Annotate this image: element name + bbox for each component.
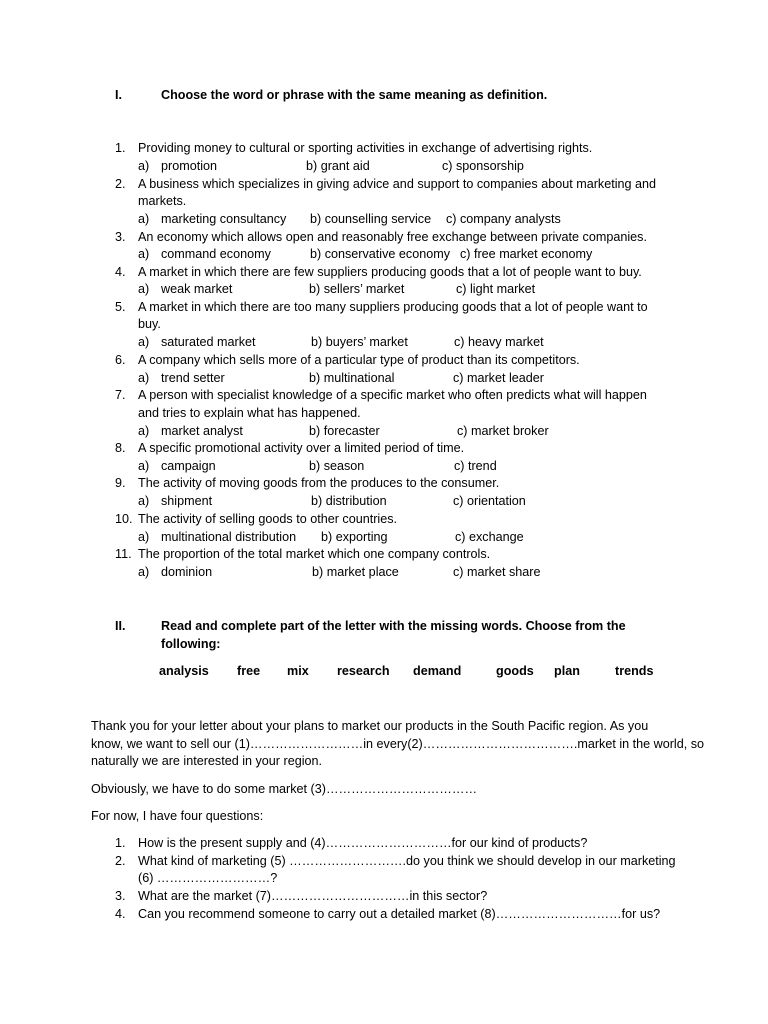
question-text: A business which specializes in giving advice and support to companies about marketing and (138, 177, 657, 191)
word-bank-item: demand (413, 664, 462, 678)
option-c: c) heavy market (454, 335, 544, 349)
option-letter-a: a) (138, 494, 150, 508)
letter-question-number: 3. (115, 889, 126, 903)
question-text: A company which sells more of a particular type of product than its competitors. (138, 353, 580, 367)
section2-heading: following: (161, 637, 221, 651)
question-text: A person with specialist knowledge of a specific market who often predicts what will happen (138, 388, 647, 402)
option-letter-a: a) (138, 212, 150, 226)
option-b: b) season (309, 459, 365, 473)
option-c: c) exchange (455, 530, 524, 544)
option-a: campaign (161, 459, 216, 473)
option-a: dominion (161, 565, 213, 579)
question-number: 2. (115, 177, 126, 191)
option-a: promotion (161, 159, 218, 173)
option-letter-a: a) (138, 247, 150, 261)
option-c: c) market broker (457, 424, 549, 438)
word-bank-item: trends (615, 664, 654, 678)
section1-numeral: I. (115, 88, 122, 102)
question-number: 5. (115, 300, 126, 314)
letter-question-text: (6) ………………………? (138, 871, 278, 885)
question-text: The activity of selling goods to other countries. (138, 512, 398, 526)
word-bank-item: analysis (159, 664, 209, 678)
option-letter-a: a) (138, 530, 150, 544)
letter-paragraph-line: naturally we are interested in your region. (91, 754, 323, 768)
option-letter-a: a) (138, 335, 150, 349)
option-b: b) forecaster (309, 424, 380, 438)
option-c: c) market share (453, 565, 541, 579)
option-b: b) counselling service (310, 212, 432, 226)
question-text: Providing money to cultural or sporting activities in exchange of advertising rights. (138, 141, 593, 155)
option-a: weak market (161, 282, 233, 296)
letter-question-text: How is the present supply and (4)…………………………for our kind of products? (138, 836, 588, 850)
question-text: A specific promotional activity over a limited period of time. (138, 441, 465, 455)
letter-question-number: 4. (115, 907, 126, 921)
option-c: c) market leader (453, 371, 544, 385)
section1-heading: Choose the word or phrase with the same meaning as definition. (161, 88, 548, 102)
option-letter-a: a) (138, 424, 150, 438)
question-text: The proportion of the total market which one company controls. (138, 547, 491, 561)
question-text: An economy which allows open and reasonably free exchange between private companies. (138, 230, 647, 244)
option-c: c) company analysts (446, 212, 561, 226)
option-b: b) sellers’ market (309, 282, 405, 296)
question-text: A market in which there are too many suppliers producing goods that a lot of people want to (138, 300, 648, 314)
option-c: c) light market (456, 282, 536, 296)
letter-paragraph-line: know, we want to sell our (1)………………………in every(2)……………………………….market in the world, so (91, 737, 705, 751)
option-b: b) exporting (321, 530, 388, 544)
option-a: multinational distribution (161, 530, 297, 544)
word-bank-item: goods (496, 664, 534, 678)
question-number: 8. (115, 441, 126, 455)
option-letter-a: a) (138, 459, 150, 473)
word-bank-item: mix (287, 664, 309, 678)
question-text: A market in which there are few suppliers producing goods that a lot of people want to buy. (138, 265, 642, 279)
question-number: 1. (115, 141, 126, 155)
question-number: 11. (115, 547, 132, 561)
option-b: b) grant aid (306, 159, 370, 173)
section2-heading: Read and complete part of the letter with the missing words. Choose from the (161, 619, 626, 633)
letter-question-number: 2. (115, 854, 126, 868)
option-c: c) free market economy (460, 247, 593, 261)
letter-paragraph-line: Thank you for your letter about your plans to market our products in the South Pacific region. As you (91, 719, 649, 733)
letter-question-text: What kind of marketing (5) ……………………….do you think we should develop in our marketing (138, 854, 676, 868)
option-b: b) buyers’ market (311, 335, 408, 349)
word-bank-item: plan (554, 664, 580, 678)
section2-numeral: II. (115, 619, 126, 633)
option-a: marketing consultancy (161, 212, 287, 226)
letter-question-number: 1. (115, 836, 126, 850)
option-a: command economy (161, 247, 271, 261)
option-letter-a: a) (138, 282, 150, 296)
letter-question-text: What are the market (7)……………………………in this sector? (138, 889, 488, 903)
option-a: shipment (161, 494, 213, 508)
option-c: c) sponsorship (442, 159, 524, 173)
option-letter-a: a) (138, 371, 150, 385)
question-text: buy. (138, 317, 161, 331)
letter-paragraph: For now, I have four questions: (91, 809, 264, 823)
question-number: 3. (115, 230, 126, 244)
question-number: 10. (115, 512, 133, 526)
option-b: b) conservative economy (310, 247, 450, 261)
letter-question-text: Can you recommend someone to carry out a detailed market (8)…………………………for us? (138, 907, 661, 921)
option-b: b) market place (312, 565, 399, 579)
option-a: saturated market (161, 335, 256, 349)
letter-paragraph: Obviously, we have to do some market (3)……………………………… (91, 782, 478, 796)
question-text: and tries to explain what has happened. (138, 406, 361, 420)
option-c: c) orientation (453, 494, 526, 508)
option-letter-a: a) (138, 159, 150, 173)
option-a: market analyst (161, 424, 243, 438)
question-number: 7. (115, 388, 126, 402)
option-c: c) trend (454, 459, 497, 473)
option-letter-a: a) (138, 565, 150, 579)
word-bank-item: research (337, 664, 390, 678)
word-bank-item: free (237, 664, 261, 678)
question-number: 6. (115, 353, 126, 367)
option-b: b) multinational (309, 371, 395, 385)
option-b: b) distribution (311, 494, 387, 508)
question-text: markets. (138, 194, 187, 208)
question-text: The activity of moving goods from the produces to the consumer. (138, 476, 500, 490)
question-number: 9. (115, 476, 126, 490)
question-number: 4. (115, 265, 126, 279)
option-a: trend setter (161, 371, 225, 385)
